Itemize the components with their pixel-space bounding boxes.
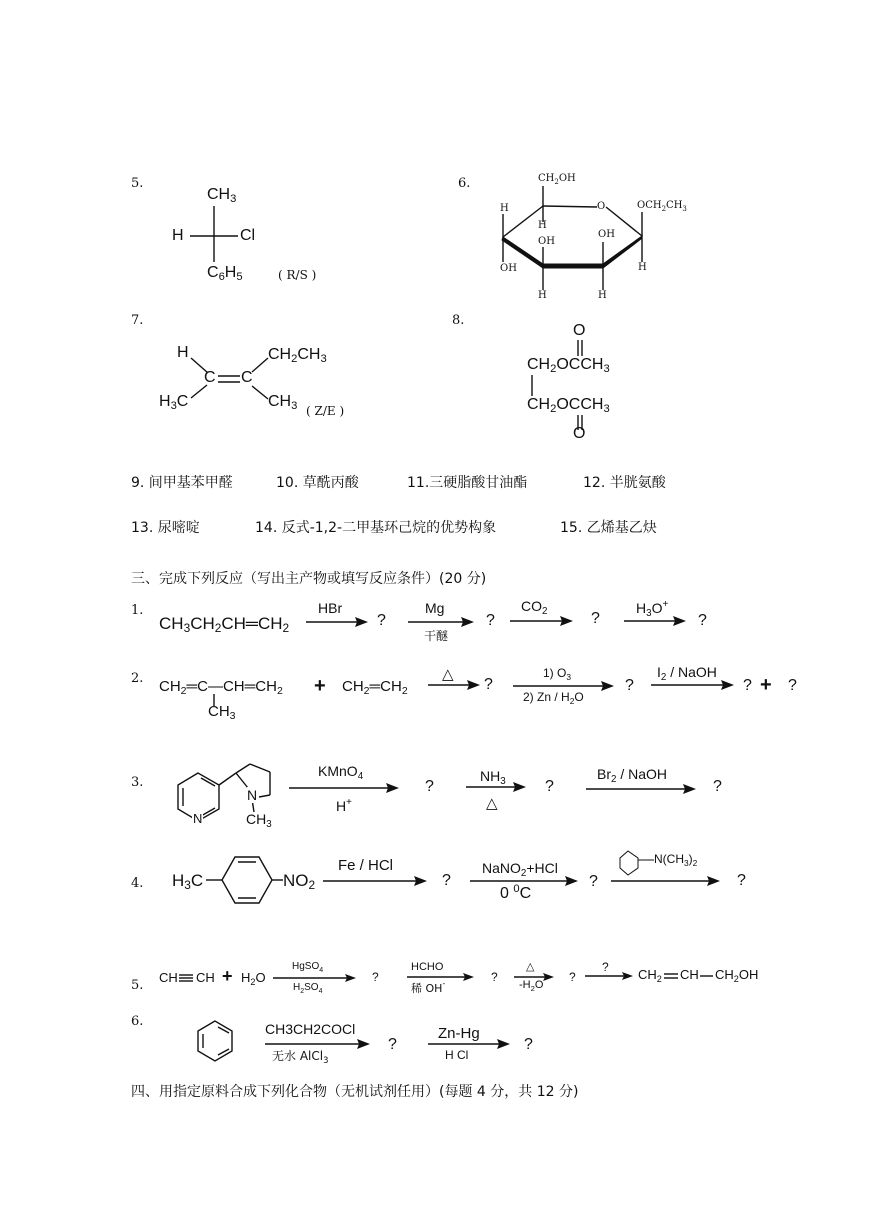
q8-number: 8. xyxy=(452,313,465,328)
name-item-12: 12. 半胱氨酸 xyxy=(583,475,666,491)
r3-number: 3. xyxy=(131,775,144,790)
r3-pyridine-n: N xyxy=(193,811,203,826)
q5-ch3: $CH_3$ xyxy=(207,186,237,205)
r3-reagent-2-top: $NH_3$ xyxy=(480,768,506,787)
r2-q1: ? xyxy=(484,676,493,693)
name-item-13: 13. 尿嘧啶 xyxy=(131,520,200,536)
r5-reagent-1-bottom: $H_2SO_4$ xyxy=(293,982,323,995)
name-item-10: 10. 草酰丙酸 xyxy=(276,475,359,491)
r5-q1: ? xyxy=(372,970,379,984)
q7-ze-note: ( Z/E ) xyxy=(306,404,345,418)
name-item-11: 11.三硬脂酸甘油酯 xyxy=(407,475,528,491)
r5-acetylene-c1: CH xyxy=(159,970,178,985)
q7-h3c: $H_3C$ xyxy=(159,393,189,412)
r1-reactant: $CH_3CH_2CH═CH_2$ xyxy=(159,614,290,635)
q6-h-b1: H xyxy=(538,290,547,301)
q8-row2: $CH_2OCCH_3$ xyxy=(527,396,610,415)
q6-h-c1: H xyxy=(638,262,647,273)
q6-haworth-ring xyxy=(502,186,642,290)
r1-reagent-2-bottom: 干醚 xyxy=(424,629,449,643)
r2-q3: ? xyxy=(743,677,752,694)
q7-c2: C xyxy=(241,369,253,386)
r5-reagent-3-top: △ xyxy=(526,961,535,973)
r5-product-ch2: $CH_2$ xyxy=(638,967,662,984)
q5-number: 5. xyxy=(131,176,144,191)
r2-reagent-1: △ xyxy=(442,666,454,683)
r6-number: 6. xyxy=(131,1014,144,1029)
r4-q3: ? xyxy=(737,872,746,889)
q5-rs-note: ( R/S ) xyxy=(278,268,317,282)
r3-q1: ? xyxy=(425,778,434,795)
r5-reagent-1-top: HgSO$_4$ xyxy=(292,961,324,974)
r1-reagent-2-top: Mg xyxy=(425,600,445,616)
q8-row1: $CH_2OCCH_3$ xyxy=(527,356,610,375)
r1-number: 1. xyxy=(131,603,144,618)
r3-reagent-1-top: KMnO$_4$ xyxy=(318,763,364,782)
r3-reagent-1-bottom: H+ xyxy=(336,797,352,814)
section-4-title: 四、用指定原料合成下列化合物（无机试剂任用）(每题 4 分，共 12 分) xyxy=(131,1084,579,1100)
r5-reagent-2-top: HCHO xyxy=(411,961,444,973)
r3-reagent-2-bottom: △ xyxy=(486,795,498,812)
r6-q2: ? xyxy=(524,1036,533,1053)
q6-oh-c4: OH xyxy=(538,236,555,247)
r3-methyl: $CH_3$ xyxy=(246,811,272,830)
r3-pyrrolidine-n: N xyxy=(247,787,258,803)
r3-q3: ? xyxy=(713,778,722,795)
q6-h-left: H xyxy=(500,203,509,214)
r5-reagent-4: ? xyxy=(602,960,609,974)
q5-c6h5: $C_6H_5$ xyxy=(207,264,243,283)
name-item-14: 14. 反式-1,2-二甲基环己烷的优势构象 xyxy=(255,520,497,536)
r2-number: 2. xyxy=(131,671,144,686)
r3-q2: ? xyxy=(545,778,554,795)
r5-water: $H_2O$ xyxy=(241,970,266,987)
r2-q4: ? xyxy=(788,677,797,694)
name-item-15: 15. 乙烯基乙炔 xyxy=(560,520,657,536)
r5-plus: + xyxy=(222,966,233,986)
r2-reagent-2-top: 1) $O_3$ xyxy=(543,666,572,682)
q6-oh-left: OH xyxy=(500,263,517,274)
q6-och2ch3: $OCH_2CH_3$ xyxy=(637,200,687,213)
r2-plus-2: + xyxy=(760,674,772,696)
q6-h-c5: H xyxy=(538,220,547,231)
r5-q3: ? xyxy=(569,970,576,984)
q7-h: H xyxy=(177,344,189,361)
q7-ch3: $CH_3$ xyxy=(268,393,298,412)
r5-acetylene-c2: CH xyxy=(196,970,215,985)
r2-bonds-arrows xyxy=(214,680,734,706)
name-item-9: 9. 间甲基苯甲醛 xyxy=(131,475,233,491)
q7-alkene-bonds xyxy=(191,358,268,399)
r2-diene: $CH_2═C—CH═CH_2$ xyxy=(159,678,283,697)
r5-reagent-2-bottom: 稀 OH- xyxy=(411,979,446,995)
r4-reagent-1: Fe / HCl xyxy=(338,857,394,874)
r4-q2: ? xyxy=(589,873,598,890)
r5-product-ch: CH xyxy=(680,967,699,982)
q6-number: 6. xyxy=(458,176,471,191)
r2-diene-methyl: $CH_3$ xyxy=(208,703,236,722)
q5-cl: Cl xyxy=(240,227,256,244)
r4-h3c: $H_3C$ xyxy=(172,871,204,892)
r4-no2: $NO_2$ xyxy=(283,871,316,892)
r6-reagent-1-top: CH3CH2COCl xyxy=(265,1021,356,1037)
q8-o-bottom: O xyxy=(573,425,586,442)
r4-reagent-3: $N(CH_3)_2$ xyxy=(654,852,698,868)
q8-bonds xyxy=(532,340,582,430)
r4-reagent-2-bottom: 0 $^0$C xyxy=(500,883,532,902)
r4-q1: ? xyxy=(442,872,451,889)
r2-reagent-3: $I_2$ / NaOH xyxy=(657,664,717,683)
r1-reagent-4: $H_3O^+$ xyxy=(636,599,669,619)
q6-ch2oh: $CH_2OH$ xyxy=(538,173,576,186)
r1-q1: ? xyxy=(377,612,386,629)
r4-reagent-2-top: NaNO$_2$+HCl xyxy=(482,860,558,879)
r1-reagent-3: $CO_2$ xyxy=(521,598,548,617)
r5-reagent-3-bottom: $-H_2O$ xyxy=(519,979,544,993)
r2-ethene: $CH_2═CH_2$ xyxy=(342,678,408,697)
r1-arrows xyxy=(306,616,686,627)
r1-q4: ? xyxy=(698,612,707,629)
r2-reagent-2-bottom: 2) Zn / $H_2O$ xyxy=(523,690,584,706)
r1-reagent-1: HBr xyxy=(318,600,343,616)
r6-reagent-1-bottom: 无水 AlCl$_3$ xyxy=(272,1049,329,1065)
q7-c1: C xyxy=(204,369,216,386)
r2-q2: ? xyxy=(625,677,634,694)
r5-number: 5. xyxy=(131,978,144,993)
r2-plus: + xyxy=(314,675,326,697)
q7-number: 7. xyxy=(131,313,144,328)
q7-ch2ch3: $CH_2CH_3$ xyxy=(268,346,327,365)
r6-reagent-2-bottom: H Cl xyxy=(445,1048,469,1062)
r1-q2: ? xyxy=(486,612,495,629)
r6-q1: ? xyxy=(388,1036,397,1053)
r1-q3: ? xyxy=(591,610,600,627)
r6-reagent-2-top: Zn-Hg xyxy=(438,1025,480,1042)
q6-oh-c3: OH xyxy=(598,229,615,240)
section-3-title: 三、完成下列反应（写出主产物或填写反应条件）(20 分) xyxy=(131,571,487,587)
r3-reagent-3: $Br_2$ / NaOH xyxy=(597,766,668,785)
q6-ring-o: O xyxy=(597,201,606,212)
r5-q2: ? xyxy=(491,970,498,984)
q6-h-b2: H xyxy=(598,290,607,301)
r5-product-ch2oh: $CH_2OH$ xyxy=(715,967,759,984)
r4-number: 4. xyxy=(131,876,144,891)
q8-o-top: O xyxy=(573,322,586,339)
q5-h: H xyxy=(172,227,184,244)
